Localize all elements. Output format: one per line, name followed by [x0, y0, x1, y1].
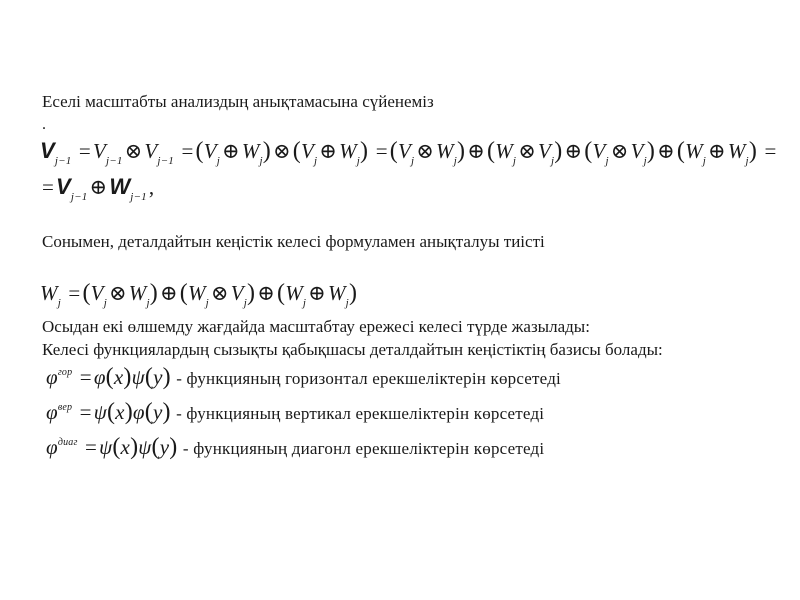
- horizontal-description: - функцияның горизонтал ерекшеліктерін көрсетеді: [176, 369, 561, 388]
- dot-marker: .: [42, 116, 46, 133]
- formula-diagonal: $\varphi^{диаг} =\psi(x)\psi(y)$ - функцияның диагонл ерекшеліктерін көрсетеді: [46, 434, 545, 460]
- scaling-rule-text: Осыдан екі өлшемду жағдайда масштабтау ережесі келесі түрде жазылады:: [42, 317, 590, 336]
- superscript-diag: диаг: [57, 437, 78, 448]
- formula-detail-space: $W_j$ $=(V_j\otimes W_j)\oplus(W_j\otimes V_j)\oplus(W_j\oplus W_j)$: [40, 280, 358, 309]
- detail-space-text: Сонымен, деталдайтын кеңістік келесі формуламен анықталуы тиісті: [42, 232, 545, 251]
- superscript-ver: вер: [57, 402, 73, 413]
- formula-decomposition-line-2: $=V_{j-1}\oplus W_{j-1}$,: [42, 174, 155, 203]
- diagonal-description: - функцияның диагонл ерекшеліктерін көрсетеді: [182, 439, 545, 458]
- intro-text: Еселі масштабты анализдың анықтамасына сүйенеміз: [42, 92, 434, 111]
- superscript-gor: гор: [57, 367, 73, 378]
- formula-horizontal: $\varphi^{гор} =\varphi(x)\psi(y)$ - функцияның горизонтал ерекшеліктерін көрсетеді: [46, 364, 561, 390]
- formula-decomposition-line-1: $V_{j-1}$ $=V_{j-1}\otimes V_{j-1}$ $=(V_j\oplus W_j)\otimes(V_j\oplus W_j)$ $=(V_j\otimes W_j)\oplus(W_j\otimes V_j)\oplus(V_j\otimes V_j)\oplus(W_j\oplus W_j)$ =: [40, 138, 777, 167]
- basis-functions-text: Келесі функциялардың сызықты қабықшасы деталдайтын кеңістіктің базисы болады:: [42, 340, 663, 359]
- formula-vertical: $\varphi^{вер} =\psi(x)\varphi(y)$ - функцияның вертикал ерекшеліктерін көрсетеді: [46, 399, 545, 425]
- vertical-description: - функцияның вертикал ерекшеліктерін көрсетеді: [176, 404, 545, 423]
